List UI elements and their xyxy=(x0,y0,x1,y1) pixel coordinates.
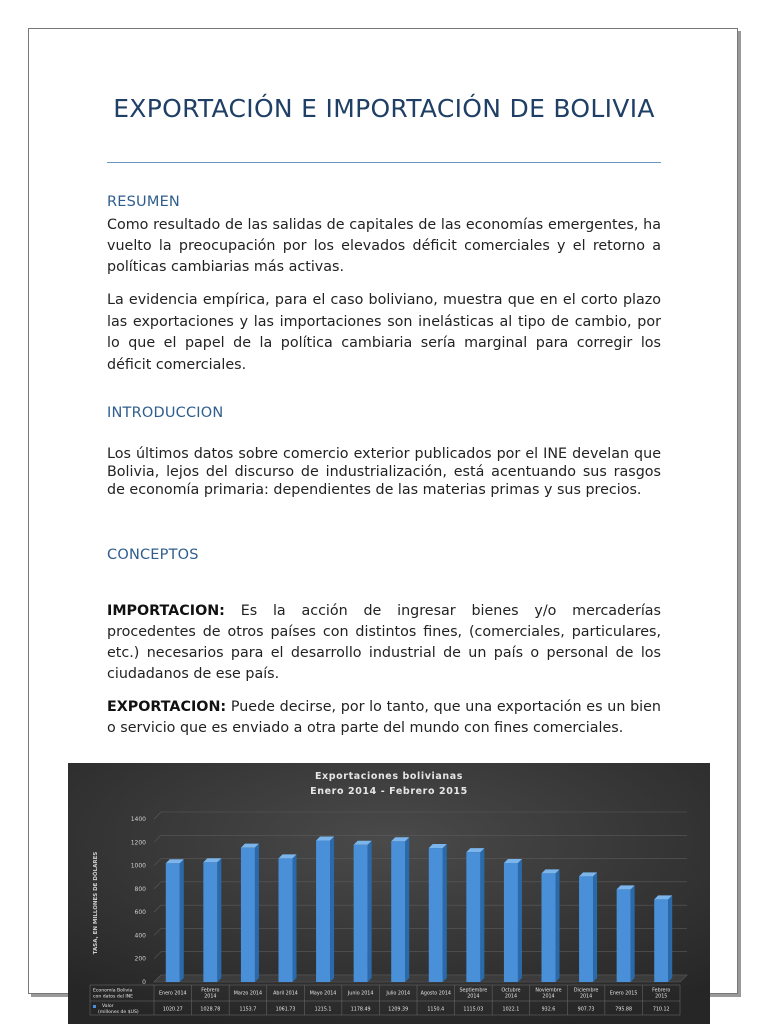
y-tick-label: 1000 xyxy=(130,862,146,870)
x-category-label: Febrero 2015 xyxy=(652,988,671,1000)
chart-floor xyxy=(154,975,687,982)
bar-front xyxy=(316,841,330,982)
bar xyxy=(504,859,522,982)
bar-value-label: 1028.78 xyxy=(200,1007,221,1013)
bar-front xyxy=(579,876,593,982)
x-category-label: Enero 2014 xyxy=(159,991,187,997)
table-header-label: Economía Bolivia con datos del INE xyxy=(93,988,134,1000)
y-tick-label: 400 xyxy=(134,932,146,940)
bar xyxy=(166,859,184,982)
heading-introduccion: INTRODUCCION xyxy=(107,405,224,421)
importacion-definition: Es la acción de ingresar bienes y/o mercaderías procedentes de otros países con distintos fines, (comerciales, particulares, etc.) necesarios para el desarrollo industrial de un país o personal de los ciudadanos de ese país. xyxy=(107,603,662,682)
bar xyxy=(542,869,560,982)
bar-value-label: 932.6 xyxy=(541,1007,556,1013)
bar-side xyxy=(668,895,672,982)
bar-value-label: 1215.1 xyxy=(314,1007,332,1013)
bar xyxy=(466,848,484,982)
exports-chart-svg xyxy=(68,763,710,1024)
x-category-label: Mayo 2014 xyxy=(309,991,337,997)
bar xyxy=(354,841,372,982)
bar-front xyxy=(166,863,180,982)
y-tick-label: 800 xyxy=(134,885,146,893)
bar-value-label: 1153.7 xyxy=(239,1007,257,1013)
bar-value-label: 795.88 xyxy=(615,1007,633,1013)
heading-resumen: RESUMEN xyxy=(107,194,180,210)
x-category-label: Diciembre 2014 xyxy=(573,988,599,1000)
y-tick-label: 200 xyxy=(134,955,146,963)
bar-value-label: 1020.27 xyxy=(162,1007,183,1013)
bar-front xyxy=(391,841,405,982)
bar-side xyxy=(405,837,409,982)
x-category-label: Abril 2014 xyxy=(273,991,298,997)
bar-front xyxy=(654,899,668,982)
bar-side xyxy=(330,837,334,982)
exportacion-term: EXPORTACION: xyxy=(107,699,227,715)
exports-chart xyxy=(68,763,710,1024)
bar-value-label: 1178.49 xyxy=(350,1007,371,1013)
bar-side xyxy=(255,844,259,982)
bar-value-label: 1150.4 xyxy=(427,1007,445,1013)
bar xyxy=(279,854,297,982)
bar xyxy=(316,837,334,982)
x-category-label: Enero 2015 xyxy=(609,991,638,997)
bar-front xyxy=(617,889,631,982)
importacion-term: IMPORTACION: xyxy=(107,603,225,619)
heading-conceptos: CONCEPTOS xyxy=(107,547,199,563)
bar xyxy=(429,844,447,982)
table-row-label: Valor (millones de $US) xyxy=(98,1004,139,1015)
title-underline xyxy=(107,162,661,163)
bar-side xyxy=(293,854,297,982)
resumen-paragraph-1: Como resultado de las salidas de capitales de las economías emergentes, ha vuelto la preocupación por los elevados déficit comerciales y el retorno a políticas cambiarias más activas. xyxy=(107,217,661,275)
bar-value-label: 1061.73 xyxy=(275,1007,296,1013)
bar-side xyxy=(217,858,221,982)
bar-value-label: 1115.03 xyxy=(463,1007,484,1013)
bar-side xyxy=(480,848,484,982)
bar-front xyxy=(241,848,255,982)
bar-side xyxy=(180,859,184,982)
bar-value-label: 710.12 xyxy=(652,1007,670,1013)
bar-side xyxy=(368,841,372,982)
bar xyxy=(579,872,597,982)
bar xyxy=(391,837,409,982)
y-tick-label: 0 xyxy=(142,979,146,986)
x-category-label: Junio 2014 xyxy=(347,991,374,997)
y-tick-label: 1400 xyxy=(130,816,146,823)
bar-front xyxy=(279,858,293,982)
y-tick-label: 600 xyxy=(134,909,146,917)
document-title: EXPORTACIÓN E IMPORTACIÓN DE BOLIVIA xyxy=(113,94,655,123)
bar-front xyxy=(466,852,480,982)
chart-subtitle: Enero 2014 - Febrero 2015 xyxy=(310,786,468,797)
y-tick-label: 1200 xyxy=(130,839,146,847)
chart-title: Exportaciones bolivianas xyxy=(314,771,464,782)
bar xyxy=(241,844,259,982)
importacion-paragraph xyxy=(107,601,661,685)
x-category-label: Noviembre 2014 xyxy=(535,988,562,1000)
legend-swatch xyxy=(93,1005,96,1008)
bar-value-label: 1209.39 xyxy=(388,1007,409,1013)
bar-side xyxy=(518,859,522,982)
bar-front xyxy=(429,848,443,982)
bar-side xyxy=(631,885,635,982)
bar-front xyxy=(203,862,217,982)
bar xyxy=(203,858,221,982)
chart-y-axis-label: TASA, EN MILLONES DE DÓLARES xyxy=(93,851,99,955)
introduccion-paragraph: Los últimos datos sobre comercio exterior publicados por el INE develan que Bolivia, lejos del discurso de industrialización, está acentuando sus rasgos de economía primaria: dependientes de las materias primas y sus precios. xyxy=(107,446,661,498)
x-category-label: Febrero 2014 xyxy=(201,988,220,1000)
bar xyxy=(617,885,635,982)
exportacion-paragraph xyxy=(107,697,661,739)
x-category-label: Julio 2014 xyxy=(386,991,411,997)
bar-front xyxy=(542,873,556,982)
exportacion-definition: Puede decirse, por lo tanto, que una exportación es un bien o servicio que es enviado a otra parte del mundo con fines comerciales. xyxy=(107,699,661,736)
x-category-label: Agosto 2014 xyxy=(420,991,451,997)
bar-front xyxy=(354,845,368,982)
bar xyxy=(654,895,672,982)
bar-side xyxy=(556,869,560,982)
bar-side xyxy=(443,844,447,982)
x-category-label: Marzo 2014 xyxy=(233,991,263,997)
bar-side xyxy=(593,872,597,982)
bar-front xyxy=(504,863,518,982)
x-category-label: Septiembre 2014 xyxy=(459,988,488,1000)
bar-value-label: 1022.1 xyxy=(502,1007,520,1013)
x-category-label: Octubre 2014 xyxy=(501,988,521,1000)
resumen-paragraph-2: La evidencia empírica, para el caso boliviano, muestra que en el corto plazo las exportaciones y las importaciones son inelásticas al tipo de cambio, por lo que el papel de la política cambiaria sería marginal para corregir los déficit comerciales. xyxy=(107,292,661,373)
bar-value-label: 907.73 xyxy=(577,1007,595,1013)
